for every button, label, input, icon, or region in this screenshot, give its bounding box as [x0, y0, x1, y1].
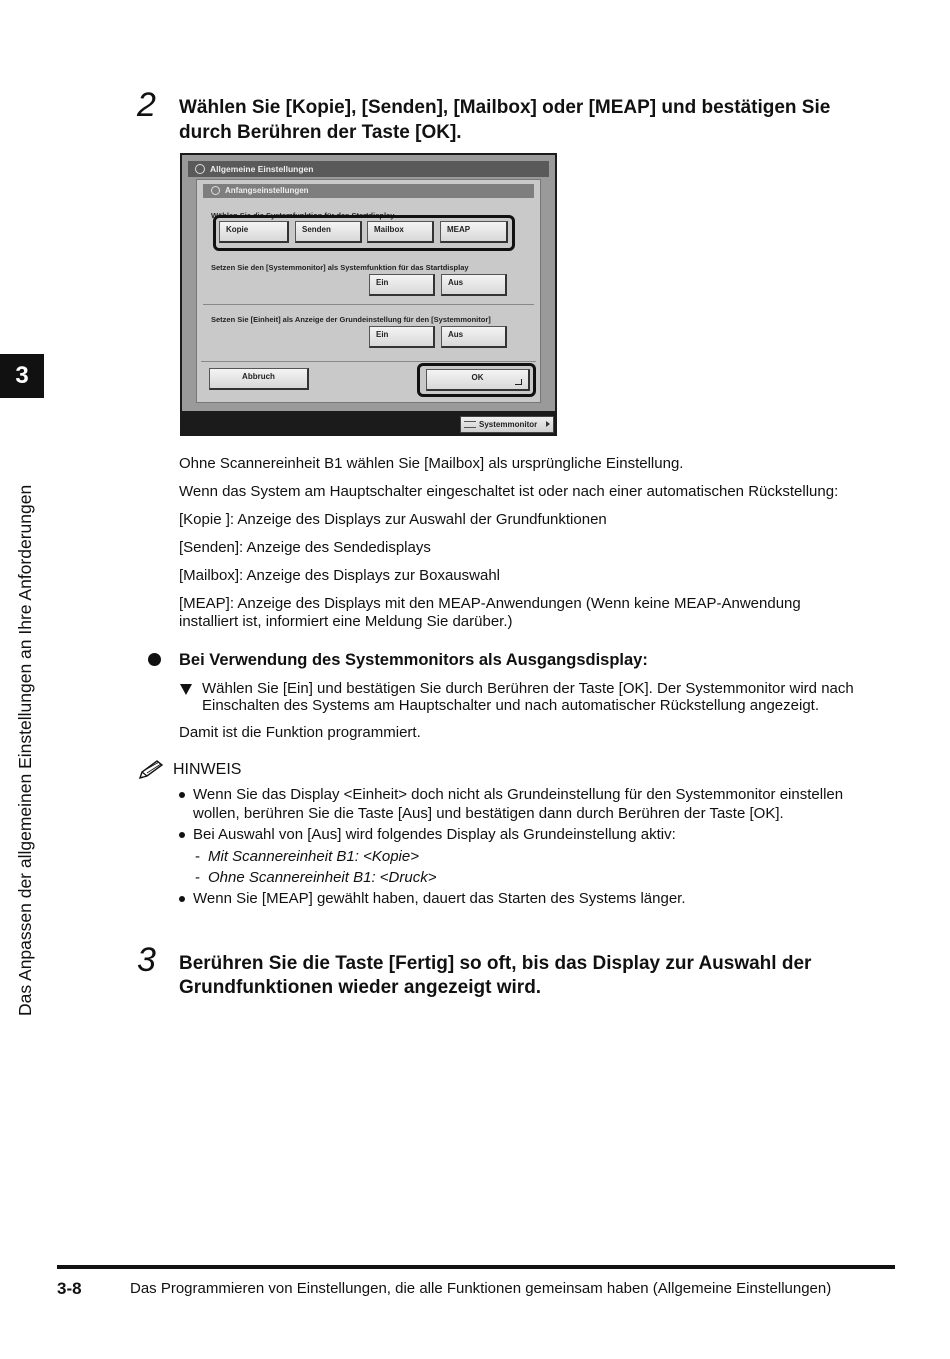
paragraph: Wenn das System am Hauptschalter eingeschaltet ist oder nach einer automatischen Rückstellung: — [179, 483, 839, 500]
note-text: Wenn Sie das Display <Einheit> doch nicht als Grundeinstellung für den Systemmonitor einstellen wollen, berühren Sie die Taste [Aus] und bestätigen dann durch Berühren der Taste [OK]. — [193, 786, 844, 822]
bullet-icon — [148, 653, 161, 666]
step-number: 3 — [137, 941, 156, 979]
screen-panel — [196, 179, 541, 403]
systemmonitor-label: Systemmonitor — [479, 420, 538, 429]
device-screenshot — [180, 153, 557, 436]
paragraph: [MEAP]: Anzeige des Displays mit den MEAP-Anwendungen (Wenn keine MEAP-Anwendung — [179, 595, 801, 612]
ok-button-label: OK — [471, 373, 484, 382]
settings-icon — [211, 186, 220, 195]
footer-rule — [57, 1265, 895, 1269]
chapter-title-vertical: Das Anpassen der allgemeinen Einstellungen an Ihre Anforderungen — [15, 484, 35, 1016]
screen-subtitlebar — [203, 184, 534, 198]
ein-button[interactable]: Ein — [369, 326, 435, 348]
note-subitem: - Mit Scannereinheit B1: <Kopie> — [195, 848, 419, 865]
note-subitem: - Ohne Scannereinheit B1: <Druck> — [195, 869, 437, 886]
bullet-icon — [179, 832, 185, 838]
paragraph: Damit ist die Funktion programmiert. — [179, 724, 421, 741]
step-heading-line: Berühren Sie die Taste [Fertig] so oft, bis das Display zur Auswahl der — [179, 953, 812, 974]
arrow-right-icon — [546, 421, 550, 427]
paragraph: [Kopie ]: Anzeige des Displays zur Auswahl der Grundfunktionen — [179, 511, 607, 528]
settings-icon — [195, 164, 205, 174]
meap-button[interactable]: MEAP — [440, 221, 508, 243]
kopie-button[interactable]: Kopie — [219, 221, 289, 243]
chapter-tab — [0, 354, 44, 398]
note-title: HINWEIS — [173, 761, 242, 778]
step-heading-line: durch Berühren der Taste [OK]. — [179, 122, 462, 143]
paragraph: Ohne Scannereinheit B1 wählen Sie [Mailbox] als ursprüngliche Einstellung. — [179, 455, 684, 472]
note-item — [179, 825, 899, 845]
sysmon-label: Setzen Sie den [Systemmonitor] als Systemfunktion für das Startdisplay — [211, 263, 469, 272]
senden-button[interactable]: Senden — [295, 221, 362, 243]
systemmonitor-button[interactable] — [460, 416, 554, 433]
instruction-text: Wählen Sie [Ein] und bestätigen Sie durch Berühren der Taste [OK]. Der Systemmonitor wird nach Einschalten des Systems am Hauptschalter und nach automatischer Rückstellung angezeigt. — [202, 680, 854, 714]
pencil-icon — [137, 759, 165, 781]
highlight-frame — [417, 363, 536, 397]
cancel-button[interactable]: Abbruch — [209, 368, 309, 390]
einheit-label: Setzen Sie [Einheit] als Anzeige der Grundeinstellung für den [Systemmonitor] — [211, 315, 491, 324]
ein-button[interactable]: Ein — [369, 274, 435, 296]
bullet-icon — [179, 896, 185, 902]
list-icon — [464, 421, 476, 428]
screen-titlebar — [188, 161, 549, 177]
divider — [201, 361, 536, 362]
note-text: Bei Auswahl von [Aus] wird folgendes Display als Grundeinstellung aktiv: — [193, 826, 676, 843]
step-number: 2 — [137, 86, 156, 124]
startdisplay-label: Wählen Sie die Systemfunktion für das Startdisplay — [211, 211, 395, 220]
screen-frame — [182, 155, 555, 411]
note-item — [179, 889, 899, 909]
divider — [203, 304, 534, 305]
aus-button[interactable]: Aus — [441, 274, 507, 296]
paragraph: installiert ist, informiert eine Meldung Sie darüber.) — [179, 613, 513, 630]
paragraph: [Senden]: Anzeige des Sendedisplays — [179, 539, 431, 556]
note-subtext: Mit Scannereinheit B1: <Kopie> — [208, 848, 419, 865]
paragraph: [Mailbox]: Anzeige des Displays zur Boxauswahl — [179, 567, 500, 584]
page-number: 3-8 — [57, 1279, 82, 1298]
highlight-frame — [213, 215, 515, 251]
step-heading-line: Wählen Sie [Kopie], [Senden], [Mailbox] oder [MEAP] und bestätigen Sie — [179, 97, 831, 118]
triangle-down-icon — [180, 684, 192, 695]
footer-text: Das Programmieren von Einstellungen, die alle Funktionen gemeinsam haben (Allgemeine Einstellungen) — [130, 1280, 832, 1297]
section-heading: Bei Verwendung des Systemmonitors als Ausgangsdisplay: — [179, 651, 648, 669]
chapter-number: 3 — [15, 362, 29, 389]
bullet-icon — [179, 792, 185, 798]
mailbox-button[interactable]: Mailbox — [367, 221, 434, 243]
note-item — [179, 785, 899, 825]
screen-title: Allgemeine Einstellungen — [210, 164, 314, 174]
aus-button[interactable]: Aus — [441, 326, 507, 348]
step-heading-line: Grundfunktionen wieder angezeigt wird. — [179, 977, 542, 998]
screen-subtitle: Anfangseinstellungen — [225, 186, 309, 195]
note-subtext: Ohne Scannereinheit B1: <Druck> — [208, 869, 437, 886]
note-text: Wenn Sie [MEAP] gewählt haben, dauert das Starten des Systems länger. — [193, 890, 686, 907]
